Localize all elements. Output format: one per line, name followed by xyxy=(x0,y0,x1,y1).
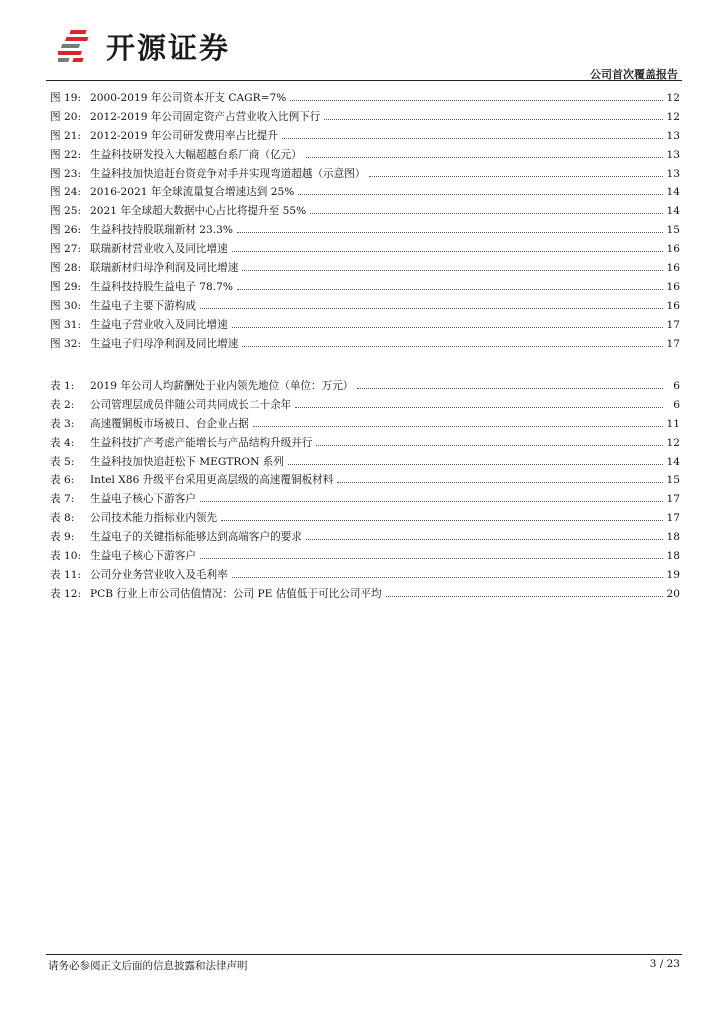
dot-leader xyxy=(253,425,663,427)
entry-title: PCB 行业上市公司估值情况：公司 PE 估值低于可比公司平均 xyxy=(90,587,382,600)
header-divider xyxy=(46,80,682,81)
dot-leader xyxy=(242,345,663,347)
dot-leader xyxy=(316,444,663,446)
entry-number: 表 9: xyxy=(50,531,75,544)
dot-leader xyxy=(306,538,663,540)
entry-number: 表 11: xyxy=(50,568,82,581)
figure-index-entry[interactable] xyxy=(50,241,680,260)
entry-title: 公司分业务营业收入及毛利率 xyxy=(90,568,228,581)
entry-number: 图 30: xyxy=(50,299,82,312)
entry-page: 13 xyxy=(666,148,680,161)
entry-page: 12 xyxy=(666,110,680,123)
entry-title: 2016-2021 年全球流量复合增速达到 25% xyxy=(90,186,295,199)
dot-leader xyxy=(288,463,663,465)
entry-title: 联瑞新材归母净利润及同比增速 xyxy=(90,262,239,275)
entry-number: 图 23: xyxy=(50,167,82,180)
entry-page: 11 xyxy=(666,417,680,430)
dot-leader xyxy=(221,519,663,521)
dot-leader xyxy=(357,387,663,389)
entry-number: 表 5: xyxy=(50,455,75,468)
entry-title: 高速覆铜板市场被日、台企业占据 xyxy=(90,417,249,430)
entry-number: 图 21: xyxy=(50,129,82,142)
entry-title: 公司管理层成员伴随公司共同成长二十余年 xyxy=(90,398,292,411)
entry-page: 19 xyxy=(666,568,680,581)
table-index-entry[interactable] xyxy=(50,529,680,548)
entry-page: 15 xyxy=(666,474,680,487)
entry-page: 6 xyxy=(673,398,680,411)
figure-index-entry[interactable] xyxy=(50,279,680,298)
figure-index-list xyxy=(50,90,680,354)
entry-number: 表 1: xyxy=(50,380,75,392)
entry-number: 图 24: xyxy=(50,186,82,199)
entry-title: 生益电子营业收入及同比增速 xyxy=(90,318,228,331)
entry-page: 17 xyxy=(666,493,680,506)
entry-title: 公司技术能力指标业内领先 xyxy=(90,512,218,525)
entry-page: 17 xyxy=(666,318,680,331)
entry-number: 图 27: xyxy=(50,243,82,256)
figure-index-entry[interactable] xyxy=(50,298,680,317)
entry-number: 表 7: xyxy=(50,493,75,506)
figure-index-entry[interactable] xyxy=(50,336,680,355)
figure-index-entry[interactable] xyxy=(50,203,680,222)
dot-leader xyxy=(232,576,663,578)
figure-index-entry[interactable] xyxy=(50,109,680,128)
entry-page: 12 xyxy=(666,436,680,449)
figure-index-entry[interactable] xyxy=(50,128,680,147)
entry-number: 图 28: xyxy=(50,262,82,275)
entry-page: 16 xyxy=(666,243,680,256)
entry-page: 16 xyxy=(666,299,680,312)
entry-page: 18 xyxy=(666,531,680,544)
dot-leader xyxy=(242,269,663,271)
entry-title: 生益科技扩产考虑产能增长与产品结构升级并行 xyxy=(90,436,313,449)
entry-number: 表 6: xyxy=(50,474,75,487)
brand-logo xyxy=(58,26,230,66)
figure-index-entry[interactable] xyxy=(50,260,680,279)
entry-page: 15 xyxy=(666,224,680,237)
table-index-entry[interactable] xyxy=(50,491,680,510)
dot-leader xyxy=(200,500,663,502)
dot-leader xyxy=(295,406,663,408)
entry-number: 表 4: xyxy=(50,436,75,449)
entry-page: 12 xyxy=(666,92,680,104)
table-index-entry[interactable] xyxy=(50,416,680,435)
entry-number: 表 12: xyxy=(50,587,82,600)
entry-title: 生益电子的关键指标能够达到高端客户的要求 xyxy=(90,531,302,544)
entry-title: Intel X86 升级平台采用更高层级的高速覆铜板材料 xyxy=(90,474,334,487)
dot-leader xyxy=(386,595,663,597)
entry-title: 联瑞新材营业收入及同比增速 xyxy=(90,243,228,256)
dot-leader xyxy=(237,231,663,233)
entry-page: 13 xyxy=(666,129,680,142)
footer-disclaimer: 请务必参阅正文后面的信息披露和法律声明 xyxy=(48,960,248,972)
entry-title: 生益电子核心下游客户 xyxy=(90,493,196,506)
entry-page: 20 xyxy=(666,587,680,600)
dot-leader xyxy=(200,557,663,559)
dot-leader xyxy=(282,137,663,139)
entry-number: 表 10: xyxy=(50,550,82,563)
table-index-entry[interactable] xyxy=(50,586,680,605)
entry-page: 17 xyxy=(666,512,680,525)
dot-leader xyxy=(200,307,663,309)
entry-number: 图 19: xyxy=(50,92,82,104)
figure-index-entry[interactable] xyxy=(50,166,680,185)
footer-divider xyxy=(46,954,682,955)
entry-page: 13 xyxy=(666,167,680,180)
figure-index-entry[interactable] xyxy=(50,222,680,241)
entry-title: 生益科技加快追赶松下 MEGTRON 系列 xyxy=(90,455,284,468)
figure-index-entry[interactable] xyxy=(50,317,680,336)
entry-number: 表 3: xyxy=(50,417,75,430)
figure-index-entry[interactable] xyxy=(50,184,680,203)
figure-index-entry[interactable] xyxy=(50,147,680,166)
entry-title: 生益电子核心下游客户 xyxy=(90,550,196,563)
entry-title: 生益科技持股联瑞新材 23.3% xyxy=(90,224,233,237)
table-index-entry[interactable] xyxy=(50,378,680,397)
dot-leader xyxy=(337,481,663,483)
dot-leader xyxy=(290,99,663,101)
entry-title: 2012-2019 年公司研发费用率占比提升 xyxy=(90,129,278,142)
report-type-label: 公司首次覆盖报告 xyxy=(590,68,678,81)
entry-page: 14 xyxy=(666,455,680,468)
entry-title: 生益科技加快追赶台资竞争对手并实现弯道超越（示意图） xyxy=(90,167,366,180)
page-number: 3 / 23 xyxy=(649,958,680,970)
entry-page: 14 xyxy=(666,205,680,218)
entry-title: 2012-2019 年公司固定资产占营业收入比例下行 xyxy=(90,110,321,123)
brand-name: 开源证券 xyxy=(106,30,231,65)
entry-number: 图 22: xyxy=(50,148,82,161)
dot-leader xyxy=(237,288,663,290)
entry-page: 16 xyxy=(666,280,680,293)
table-index-entry[interactable] xyxy=(50,510,680,529)
dot-leader xyxy=(232,250,663,252)
entry-number: 图 25: xyxy=(50,205,82,218)
entry-title: 生益电子主要下游构成 xyxy=(90,299,196,312)
entry-title: 2000-2019 年公司资本开支 CAGR=7% xyxy=(90,92,287,104)
dot-leader xyxy=(369,175,663,177)
entry-number: 图 20: xyxy=(50,110,82,123)
entry-number: 图 26: xyxy=(50,224,82,237)
table-index-entry[interactable] xyxy=(50,548,680,567)
table-index-entry[interactable] xyxy=(50,472,680,491)
table-index-list xyxy=(50,378,680,605)
table-index-entry[interactable] xyxy=(50,454,680,473)
entry-number: 图 31: xyxy=(50,318,82,331)
entry-number: 表 2: xyxy=(50,398,75,411)
dot-leader xyxy=(298,193,663,195)
dot-leader xyxy=(310,212,663,214)
figure-index-entry[interactable] xyxy=(50,90,680,109)
entry-page: 16 xyxy=(666,262,680,275)
table-index-entry[interactable] xyxy=(50,397,680,416)
entry-number: 表 8: xyxy=(50,512,75,525)
entry-title: 2021 年全球超大数据中心占比将提升至 55% xyxy=(90,205,307,218)
entry-title: 生益科技持股生益电子 78.7% xyxy=(90,280,233,293)
entry-number: 图 29: xyxy=(50,280,82,293)
dot-leader xyxy=(306,156,663,158)
entry-page: 18 xyxy=(666,550,680,563)
table-index-entry[interactable] xyxy=(50,435,680,454)
entry-page: 14 xyxy=(666,186,680,199)
table-index-entry[interactable] xyxy=(50,567,680,586)
dot-leader xyxy=(232,326,663,328)
entry-page: 6 xyxy=(673,380,680,392)
brand-logo-icon xyxy=(58,26,100,66)
entry-title: 生益科技研发投入大幅超越台系厂商（亿元） xyxy=(90,148,302,161)
entry-page: 17 xyxy=(666,337,680,350)
entry-title: 2019 年公司人均薪酬处于业内领先地位（单位：万元） xyxy=(90,380,354,392)
entry-title: 生益电子归母净利润及同比增速 xyxy=(90,337,239,350)
entry-number: 图 32: xyxy=(50,337,82,350)
dot-leader xyxy=(324,118,663,120)
